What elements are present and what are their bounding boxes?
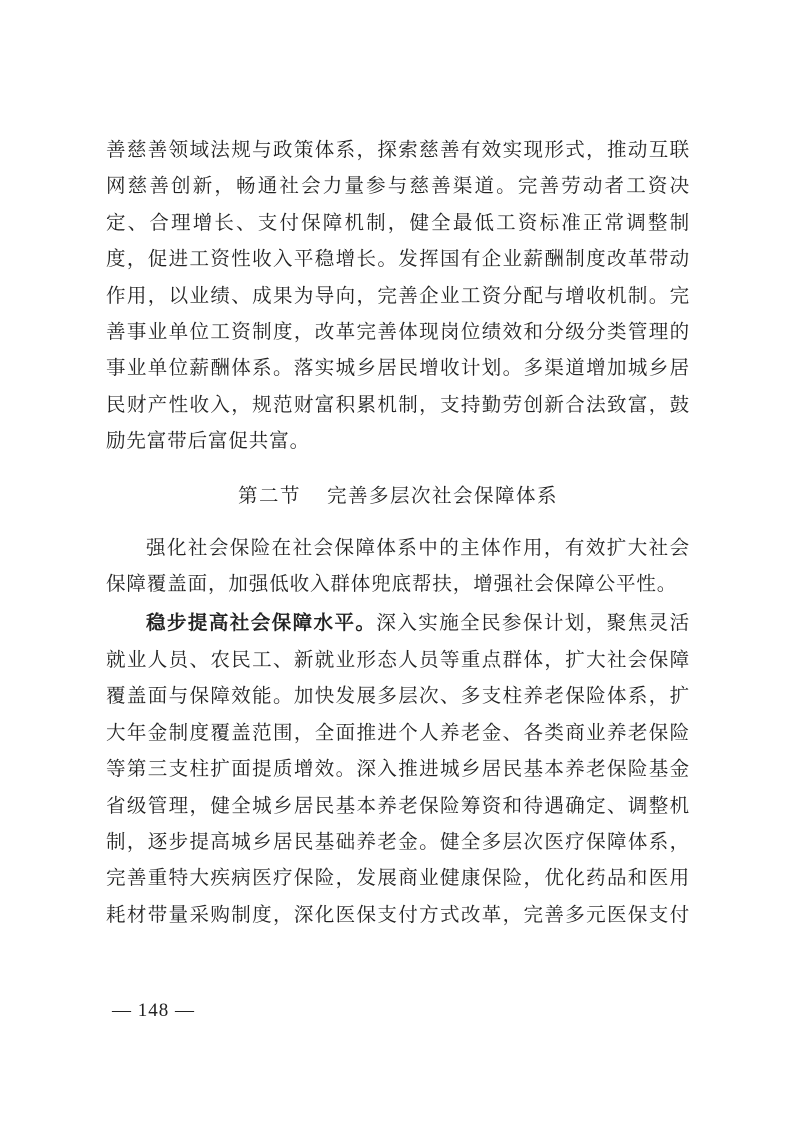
section-title: 完善多层次社会保障体系	[327, 483, 559, 507]
text-line: 大年金制度覆盖范围，全面推进个人养老金、各类商业养老保险	[106, 720, 690, 744]
text-line: 完善重特大疾病医疗保险，发展商业健康保险，优化药品和医用	[106, 866, 690, 890]
section-number: 第二节	[237, 483, 301, 507]
text-line: 善慈善领域法规与政策体系，探索慈善有效实现形式，推动互联	[106, 138, 690, 161]
text-line	[106, 605, 690, 641]
text-line: 励先富带后富促共富。	[106, 429, 311, 453]
text-line: 善事业单位工资制度，改革完善体现岗位绩效和分级分类管理的	[106, 320, 690, 344]
text-line: 强化社会保险在社会保障体系中的主体作用，有效扩大社会	[146, 535, 690, 559]
section-heading	[106, 478, 690, 514]
page-number: — 148 —	[112, 1000, 195, 1021]
text-line: 网慈善创新，畅通社会力量参与慈善渠道。完善劳动者工资决	[106, 174, 690, 198]
text-line: 耗材带量采购制度，深化医保支付方式改革，完善多元医保支付	[106, 902, 690, 926]
text-line: 等第三支柱扩面提质增效。深入推进城乡居民基本养老保险基金	[106, 757, 690, 781]
text-line: 度，促进工资性收入平稳增长。发挥国有企业薪酬制度改革带动	[106, 247, 690, 271]
paragraph-3	[106, 605, 690, 933]
text-line: 民财产性收入，规范财富积累机制，支持勤劳创新合法致富，鼓	[106, 392, 690, 416]
bold-lead: 稳步提高社会保障水平。	[146, 611, 377, 635]
text-line: 保障覆盖面，加强低收入群体兜底帮扶，增强社会保障公平性。	[106, 572, 678, 596]
paragraph-2	[106, 530, 690, 603]
text-line: 就业人员、农民工、新就业形态人员等重点群体，扩大社会保障	[106, 647, 690, 671]
text-line: 制，逐步提高城乡居民基础养老金。健全多层次医疗保障体系，	[106, 829, 690, 853]
text-line: 作用，以业绩、成果为导向，完善企业工资分配与增收机制。完	[106, 283, 690, 307]
paragraph-1	[106, 132, 690, 460]
text-line: 事业单位薪酬体系。落实城乡居民增收计划。多渠道增加城乡居	[106, 356, 690, 380]
first-line-rest: 深入实施全民参保计划，聚焦灵活	[376, 611, 690, 635]
text-line: 定、合理增长、支付保障机制，健全最低工资标准正常调整制	[106, 210, 690, 234]
text-line: 省级管理，健全城乡居民基本养老保险筹资和待遇确定、调整机	[106, 793, 690, 817]
text-line: 覆盖面与保障效能。加快发展多层次、多支柱养老保险体系，扩	[106, 684, 690, 708]
body-text	[106, 132, 690, 933]
